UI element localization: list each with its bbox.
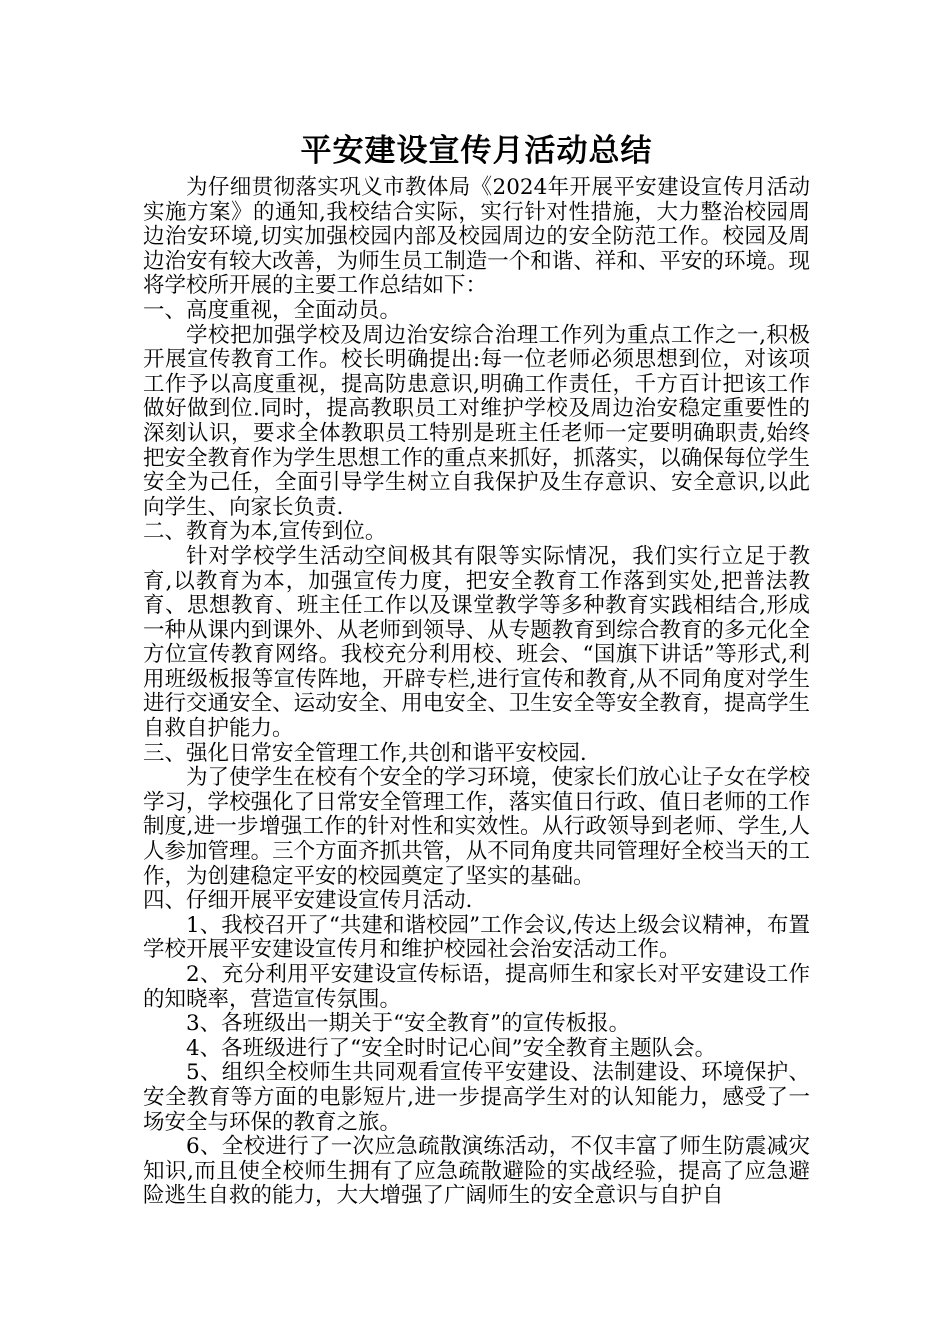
section-heading-1: 一、高度重视，全面动员。 (143, 297, 402, 323)
document-body (143, 176, 810, 1209)
section-heading-4: 四、仔细开展平安建设宣传月活动. (143, 888, 473, 914)
paragraph-section-1: 学校把加强学校及周边治安综合治理工作列为重点工作之一,积极开展宣传教育工作。校长明确提出:每一位老师必须思想到位，对该项工作予以高度重视，提高防患意识,明确工作责任，千方百计把该工作做好做到位.同时，提高教职员工对维护学校及周边治安稳定重要性的深刻认识，要求全体教职员工特别是班主任老师一定要明确职责,始终把安全教育作为学生思想工作的重点来抓好，抓落实，以确保每位学生安全为己任，全面引导学生树立自我保护及生存意识、安全意识,以此向学生、向家长负责. (143, 322, 810, 520)
document-title: 平安建设宣传月活动总结 (300, 133, 653, 169)
section-heading-2: 二、教育为本,宣传到位。 (143, 519, 387, 545)
list-item-4: 4、各班级进行了“安全时时记心间”安全教育主题队会。 (186, 1035, 717, 1061)
list-item-2: 2、充分利用平安建设宣传标语，提高师生和家长对平安建设工作的知晓率，营造宣传氛围。 (143, 962, 810, 1012)
list-item-6: 6、全校进行了一次应急疏散演练活动，不仅丰富了师生防震减灾知识,而且使全校师生拥有了应急疏散避险的实战经验，提高了应急避险逃生自救的能力，大大增强了广阔师生的安全意识与自护自 (143, 1134, 810, 1209)
document-page (143, 128, 810, 1209)
list-item-1: 1、我校召开了“共建和谐校园”工作会议,传达上级会议精神，布置学校开展平安建设宣传月和维护校园社会治安活动工作。 (143, 912, 810, 963)
paragraph-section-2: 针对学校学生活动空间极其有限等实际情况，我们实行立足于教育,以教育为本，加强宣传力度，把安全教育工作落到实处,把普法教育、思想教育、班主任工作以及课堂教学等多种教育实践相结合,形成一种从课内到课外、从老师到领导、从专题教育到综合教育的多元化全方位宣传教育网络。我校充分利用校、班会、“国旗下讲话”等形式,利用班级板报等宣传阵地，开辟专栏,进行宣传和教育,从不同角度对学生进行交通安全、运动安全、用电安全、卫生安全等安全教育，提高学生自救自护能力。 (143, 543, 810, 742)
paragraph-intro: 为仔细贯彻落实巩义市教体局《2024年开展平安建设宣传月活动实施方案》的通知,我校结合实际，实行针对性措施，大力整治校园周边治安环境,切实加强校园内部及校园周边的安全防范工作。校园及周边治安有较大改善，为师生员工制造一个和谐、祥和、平安的环境。现将学校所开展的主要工作总结如下： (143, 175, 810, 299)
list-item-5: 5、组织全校师生共同观看宣传平安建设、法制建设、环境保护、安全教育等方面的电影短片,进一步提高学生对的认知能力，感受了一场安全与环保的教育之旅。 (143, 1060, 810, 1135)
section-heading-3: 三、强化日常安全管理工作,共创和谐平安校园. (143, 740, 587, 766)
paragraph-section-3: 为了使学生在校有个安全的学习环境，使家长们放心让子女在学校学习，学校强化了日常安全管理工作，落实值日行政、值日老师的工作制度,进一步增强工作的针对性和实效性。从行政领导到老师、学生,人人参加管理。三个方面齐抓共管，从不同角度共同管理好全校当天的工作，为创建稳定平安的校园奠定了坚实的基础。 (143, 765, 810, 889)
list-item-3: 3、各班级出一期关于“安全教育”的宣传板报。 (186, 1011, 631, 1037)
